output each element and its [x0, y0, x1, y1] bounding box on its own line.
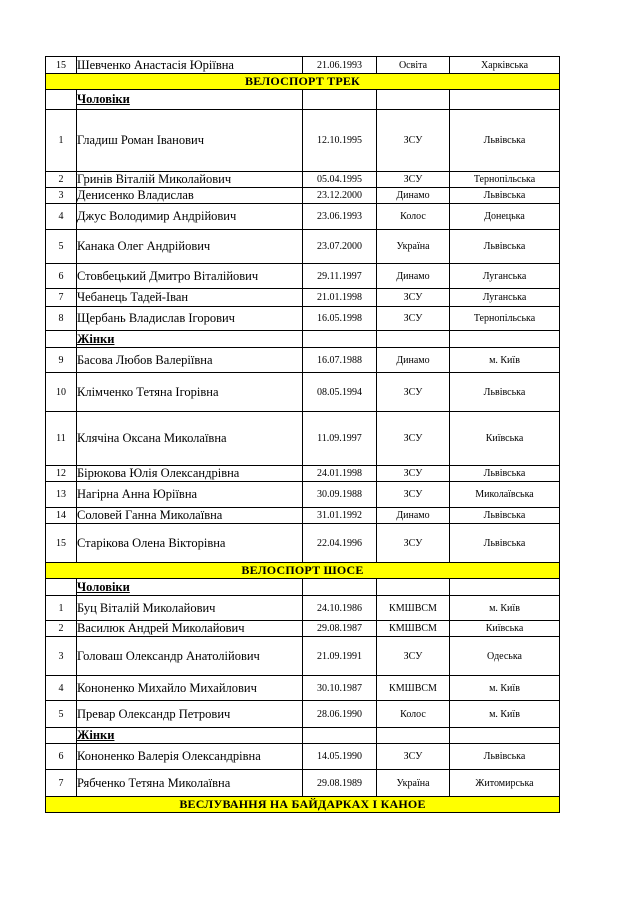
athlete-name: Гринів Віталій Миколайович: [77, 172, 303, 188]
birth-date: 22.04.1996: [303, 524, 377, 563]
region: Київська: [450, 621, 560, 637]
sport-organization: Динамо: [377, 264, 450, 289]
section-header-row: [46, 74, 560, 90]
athlete-name: Буц Віталій Миколайович: [77, 596, 303, 621]
athlete-row: [46, 596, 560, 621]
sport-organization: Динамо: [377, 508, 450, 524]
athlete-name: Шевченко Анастасія Юріївна: [77, 57, 303, 74]
row-number: 4: [46, 204, 77, 230]
row-number: 2: [46, 172, 77, 188]
row-number: 1: [46, 596, 77, 621]
empty-cell: [450, 728, 560, 744]
birth-date: 30.09.1988: [303, 482, 377, 508]
athlete-name: Джус Володимир Андрійович: [77, 204, 303, 230]
region: Донецька: [450, 204, 560, 230]
row-number: 12: [46, 466, 77, 482]
subsection-row: [46, 90, 560, 110]
empty-cell: [46, 728, 77, 744]
birth-date: 16.05.1998: [303, 307, 377, 331]
birth-date: 29.11.1997: [303, 264, 377, 289]
birth-date: 23.07.2000: [303, 230, 377, 264]
empty-cell: [450, 579, 560, 596]
region: м. Київ: [450, 676, 560, 701]
athlete-name: Кононенко Валерія Олександрівна: [77, 744, 303, 770]
sport-organization: Освіта: [377, 57, 450, 74]
row-number: 1: [46, 110, 77, 172]
sport-organization: Динамо: [377, 348, 450, 373]
athlete-row: [46, 770, 560, 797]
row-number: 5: [46, 230, 77, 264]
birth-date: 29.08.1987: [303, 621, 377, 637]
athlete-row: [46, 412, 560, 466]
athlete-name: Клячіна Оксана Миколаївна: [77, 412, 303, 466]
sport-organization: ЗСУ: [377, 482, 450, 508]
athlete-row: [46, 508, 560, 524]
birth-date: 21.06.1993: [303, 57, 377, 74]
athlete-row: [46, 466, 560, 482]
athlete-row: [46, 373, 560, 412]
sport-organization: КМШВСМ: [377, 621, 450, 637]
row-number: 6: [46, 744, 77, 770]
row-number: 3: [46, 188, 77, 204]
birth-date: 05.04.1995: [303, 172, 377, 188]
athlete-name: Чебанець Тадей-Іван: [77, 289, 303, 307]
athlete-name: Канака Олег Андрійович: [77, 230, 303, 264]
sport-organization: ЗСУ: [377, 637, 450, 676]
row-number: 14: [46, 508, 77, 524]
sport-organization: ЗСУ: [377, 373, 450, 412]
birth-date: 16.07.1988: [303, 348, 377, 373]
region: Київська: [450, 412, 560, 466]
athlete-name: Бірюкова Юлія Олександрівна: [77, 466, 303, 482]
region: Луганська: [450, 289, 560, 307]
subsection-title: Чоловіки: [77, 579, 303, 596]
athlete-name: Головаш Олександр Анатолійович: [77, 637, 303, 676]
region: Тернопільська: [450, 307, 560, 331]
region: м. Київ: [450, 596, 560, 621]
row-number: 11: [46, 412, 77, 466]
subsection-row: [46, 331, 560, 348]
region: Львівська: [450, 744, 560, 770]
region: Житомирська: [450, 770, 560, 797]
athletes-table: [45, 56, 560, 813]
athlete-row: [46, 188, 560, 204]
birth-date: 23.12.2000: [303, 188, 377, 204]
birth-date: 21.09.1991: [303, 637, 377, 676]
empty-cell: [303, 90, 377, 110]
subsection-title: Чоловіки: [77, 90, 303, 110]
athlete-row: [46, 348, 560, 373]
row-number: 5: [46, 701, 77, 728]
birth-date: 31.01.1992: [303, 508, 377, 524]
row-number: 7: [46, 770, 77, 797]
birth-date: 08.05.1994: [303, 373, 377, 412]
birth-date: 29.08.1989: [303, 770, 377, 797]
region: Луганська: [450, 264, 560, 289]
birth-date: 11.09.1997: [303, 412, 377, 466]
row-number: 6: [46, 264, 77, 289]
birth-date: 28.06.1990: [303, 701, 377, 728]
athlete-name: Кононенко Михайло Михайлович: [77, 676, 303, 701]
sport-organization: Динамо: [377, 188, 450, 204]
empty-cell: [46, 331, 77, 348]
section-header-row: [46, 563, 560, 579]
region: м. Київ: [450, 348, 560, 373]
subsection-title: Жінки: [77, 331, 303, 348]
sport-organization: ЗСУ: [377, 412, 450, 466]
sport-organization: ЗСУ: [377, 307, 450, 331]
athlete-name: Василюк Андрей Миколайович: [77, 621, 303, 637]
row-number: 10: [46, 373, 77, 412]
athlete-row: [46, 621, 560, 637]
sport-organization: КМШВСМ: [377, 596, 450, 621]
empty-cell: [377, 728, 450, 744]
sport-organization: ЗСУ: [377, 110, 450, 172]
sport-organization: ЗСУ: [377, 289, 450, 307]
athlete-row: [46, 230, 560, 264]
row-number: 15: [46, 57, 77, 74]
empty-cell: [303, 728, 377, 744]
empty-cell: [377, 90, 450, 110]
sport-organization: КМШВСМ: [377, 676, 450, 701]
birth-date: 21.01.1998: [303, 289, 377, 307]
subsection-row: [46, 579, 560, 596]
empty-cell: [450, 90, 560, 110]
empty-cell: [46, 90, 77, 110]
sport-organization: ЗСУ: [377, 744, 450, 770]
athlete-name: Гладиш Роман Іванович: [77, 110, 303, 172]
region: Миколаївська: [450, 482, 560, 508]
athlete-row: [46, 307, 560, 331]
athlete-name: Нагірна Анна Юріївна: [77, 482, 303, 508]
athletes-table-body: [46, 57, 560, 813]
section-title: ВЕЛОСПОРТ ТРЕК: [46, 74, 560, 90]
athlete-name: Денисенко Владислав: [77, 188, 303, 204]
region: Львівська: [450, 110, 560, 172]
sport-organization: Колос: [377, 204, 450, 230]
region: Тернопільська: [450, 172, 560, 188]
region: Одеська: [450, 637, 560, 676]
athlete-name: Стовбецький Дмитро Віталійович: [77, 264, 303, 289]
row-number: 7: [46, 289, 77, 307]
athlete-row: [46, 676, 560, 701]
sport-organization: ЗСУ: [377, 466, 450, 482]
region: Львівська: [450, 230, 560, 264]
athlete-name: Соловей Ганна Миколаївна: [77, 508, 303, 524]
empty-cell: [303, 331, 377, 348]
sport-organization: ЗСУ: [377, 524, 450, 563]
sport-organization: Колос: [377, 701, 450, 728]
region: Львівська: [450, 188, 560, 204]
athlete-name: Старікова Олена Вікторівна: [77, 524, 303, 563]
athlete-row: [46, 110, 560, 172]
athlete-row: [46, 524, 560, 563]
sport-organization: Україна: [377, 230, 450, 264]
subsection-title: Жінки: [77, 728, 303, 744]
row-number: 2: [46, 621, 77, 637]
athlete-name: Превар Олександр Петрович: [77, 701, 303, 728]
athlete-name: Щербань Владислав Ігорович: [77, 307, 303, 331]
athlete-row: [46, 264, 560, 289]
birth-date: 23.06.1993: [303, 204, 377, 230]
athlete-row: [46, 204, 560, 230]
empty-cell: [377, 579, 450, 596]
region: м. Київ: [450, 701, 560, 728]
sport-organization: Україна: [377, 770, 450, 797]
section-title: ВЕЛОСПОРТ ШОСЕ: [46, 563, 560, 579]
athlete-row: [46, 637, 560, 676]
birth-date: 24.10.1986: [303, 596, 377, 621]
birth-date: 30.10.1987: [303, 676, 377, 701]
athlete-name: Клімченко Тетяна Ігорівна: [77, 373, 303, 412]
empty-cell: [450, 331, 560, 348]
region: Харківська: [450, 57, 560, 74]
empty-cell: [46, 579, 77, 596]
sport-organization: ЗСУ: [377, 172, 450, 188]
athlete-row: [46, 701, 560, 728]
row-number: 13: [46, 482, 77, 508]
row-number: 3: [46, 637, 77, 676]
athlete-row: [46, 172, 560, 188]
empty-cell: [377, 331, 450, 348]
region: Львівська: [450, 508, 560, 524]
birth-date: 14.05.1990: [303, 744, 377, 770]
section-header-row: [46, 797, 560, 813]
region: Львівська: [450, 524, 560, 563]
subsection-row: [46, 728, 560, 744]
row-number: 4: [46, 676, 77, 701]
empty-cell: [303, 579, 377, 596]
athlete-name: Рябченко Тетяна Миколаївна: [77, 770, 303, 797]
athlete-name: Басова Любов Валеріївна: [77, 348, 303, 373]
athlete-row: [46, 289, 560, 307]
section-title: ВЕСЛУВАННЯ НА БАЙДАРКАХ І КАНОЕ: [46, 797, 560, 813]
athlete-row: [46, 57, 560, 74]
athlete-row: [46, 744, 560, 770]
row-number: 8: [46, 307, 77, 331]
birth-date: 12.10.1995: [303, 110, 377, 172]
row-number: 9: [46, 348, 77, 373]
athlete-row: [46, 482, 560, 508]
birth-date: 24.01.1998: [303, 466, 377, 482]
region: Львівська: [450, 373, 560, 412]
region: Львівська: [450, 466, 560, 482]
row-number: 15: [46, 524, 77, 563]
